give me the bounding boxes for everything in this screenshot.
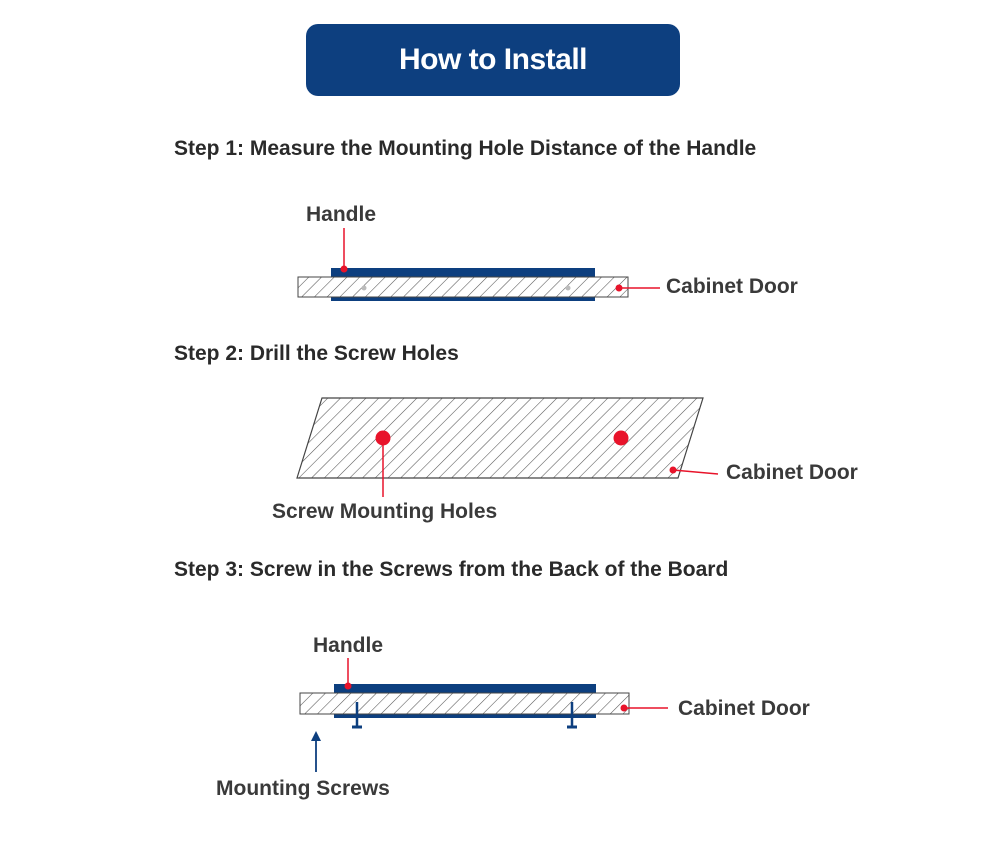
step-3-door-label: Cabinet Door — [678, 697, 810, 720]
step-1-door-pointer-dot — [616, 285, 623, 292]
step-3-heading: Step 3: Screw in the Screws from the Back of the Board — [174, 558, 729, 581]
step-3-handle-pointer-dot — [345, 683, 352, 690]
step-1-handle-label: Handle — [306, 203, 377, 226]
step-3-handle-label: Handle — [313, 634, 384, 657]
step-3-diagram — [300, 658, 668, 772]
step-2-holes-label: Screw Mounting Holes — [272, 500, 498, 523]
step-1-handle — [331, 268, 595, 277]
step-1-handle-pointer-dot — [341, 266, 348, 273]
step-2-door-label: Cabinet Door — [726, 461, 858, 484]
step-3-door-pointer-dot — [621, 705, 628, 712]
step-2-screw-hole — [614, 431, 629, 446]
step-1-heading: Step 1: Measure the Mounting Hole Distance of the Handle — [174, 137, 757, 160]
step-1-diagram — [298, 228, 660, 301]
page-title: How to Install — [399, 43, 587, 76]
step-3-handle — [334, 684, 596, 693]
step-2-door-pointer-dot — [670, 467, 677, 474]
step-1-mount-point — [566, 286, 571, 291]
step-3-screws-arrowhead — [311, 731, 321, 741]
step-3-screws-label: Mounting Screws — [216, 777, 390, 800]
step-2-cabinet-door — [297, 398, 703, 478]
step-3-cabinet-door — [300, 693, 629, 714]
step-3-handle-base — [334, 714, 596, 718]
step-2-heading: Step 2: Drill the Screw Holes — [174, 342, 459, 365]
step-1-cabinet-door — [298, 277, 628, 297]
step-1-door-label: Cabinet Door — [666, 275, 798, 298]
step-1-mount-point — [362, 286, 367, 291]
step-2-diagram — [297, 398, 718, 497]
step-1-handle-base — [331, 297, 595, 301]
